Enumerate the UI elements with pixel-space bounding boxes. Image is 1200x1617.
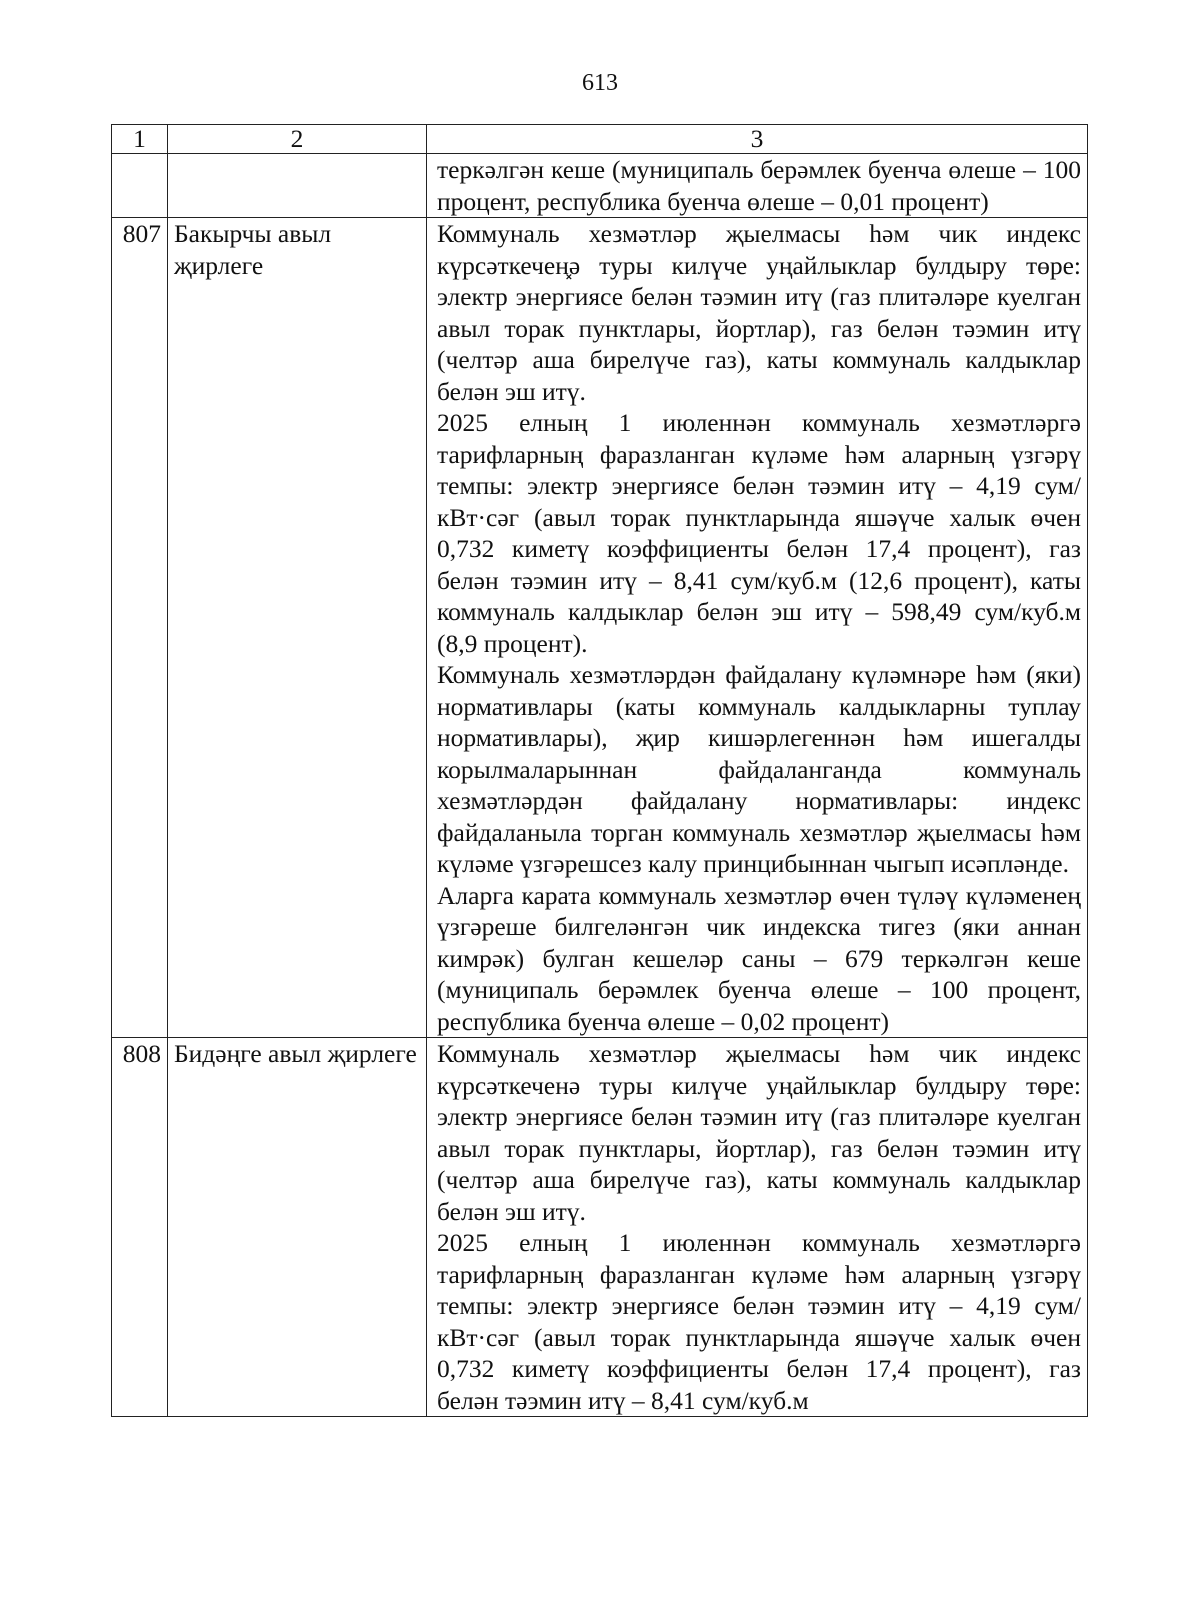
column-header-3: 3 (427, 125, 1088, 154)
settlement-name: Бидәңге авыл җирлеге (168, 1038, 427, 1417)
content-paragraph: Аларга карата коммуналь хезмәтләр өчен түләү күләменең үзгәреше билгеләнгән чик индекска тигез (яки аннан кимрәк) булган кешеләр саны – 679 теркәлгән кеше (муниципаль берәмлек буенча өлеше – 100 процент, республика буенча өлеше – 0,02 процент) (437, 880, 1081, 1036)
row-content (427, 1038, 1088, 1417)
column-header-1: 1 (112, 125, 168, 154)
table-row (112, 154, 1088, 218)
row-content (427, 154, 1088, 218)
settlement-name: Бакырчы авыл җирлеге (168, 218, 427, 1038)
row-number: 808 (112, 1038, 168, 1417)
settlements-table (111, 124, 1088, 1417)
content-paragraph: Коммуналь хезмәтләрдән файдалану күләмнәре һәм (яки) нормативлары (каты коммуналь калдыкларны туплау нормативлары), җир кишәрлегеннән һәм ишегалды корылмаларыннан файдаланганда коммуналь хезмәтләрдән файдалану нормативлары: индекс файдаланыла торган коммуналь хезмәтләр җыелмасы һәм күләме үзгәрешсез калу принцибыннан чыгып исәпләнде. (437, 660, 1081, 878)
content-paragraph: 2025 елның 1 июленнән коммуналь хезмәтләргә тарифларның фаразланган күләме һәм аларның үзгәрү темпы: электр энергиясе белән тәэмин итү – 4,19 сум/кВт·сәг (авыл торак пунктларында яшәүче халык өчен 0,732 киметү коэффициенты белән 17,4 процент), газ белән тәэмин итү – 8,41 сум/куб.м (12,6 процент), каты коммуналь калдыклар белән эш итү – 598,49 сум/куб.м (8,9 процент). (437, 408, 1081, 658)
settlement-name (168, 154, 427, 218)
row-number (112, 154, 168, 218)
content-paragraph: 2025 елның 1 июленнән коммуналь хезмәтләргә тарифларның фаразланган күләме һәм аларның үзгәрү темпы: электр энергиясе белән тәэмин итү – 4,19 сум/кВт·сәг (авыл торак пунктларында яшәүче халык өчен 0,732 киметү коэффициенты белән 17,4 процент), газ белән тәэмин итү – 8,41 сум/куб.м (437, 1228, 1081, 1415)
column-header-2: 2 (168, 125, 427, 154)
content-paragraph: теркәлгән кеше (муниципаль берәмлек буенча өлеше – 100 процент, республика буенча өлеше – 0,01 процент) (437, 155, 1081, 216)
page-number: 613 (582, 70, 618, 96)
content-paragraph: Коммуналь хезмәтләр җыелмасы һәм чик индекс күрсәткеченә туры килүче уңайлыклар булдыру төре: электр энергиясе белән тәэмин итү (газ плитәләре куелган авыл торак пунктлары, йортлар), газ белән тәэмин итү (челтәр аша бирелүче газ), каты коммуналь калдыклар белән эш итү. (437, 1039, 1081, 1226)
table-row (112, 1038, 1088, 1417)
table-row (112, 218, 1088, 1038)
row-content (427, 218, 1088, 1038)
row-number: 807 (112, 218, 168, 1038)
content-paragraph: Коммуналь хезмәтләр җыелмасы һәм чик индекс күрсәткечен͓ә туры килүче уңайлыклар булдыру төре: электр энергиясе белән тәэмин итү (газ плитәләре куелган авыл торак пунктлары, йортлар), газ белән тәэмин итү (челтәр аша бирелүче газ), каты коммуналь калдыклар белән эш итү. (437, 219, 1081, 406)
table-header-row (112, 125, 1088, 154)
